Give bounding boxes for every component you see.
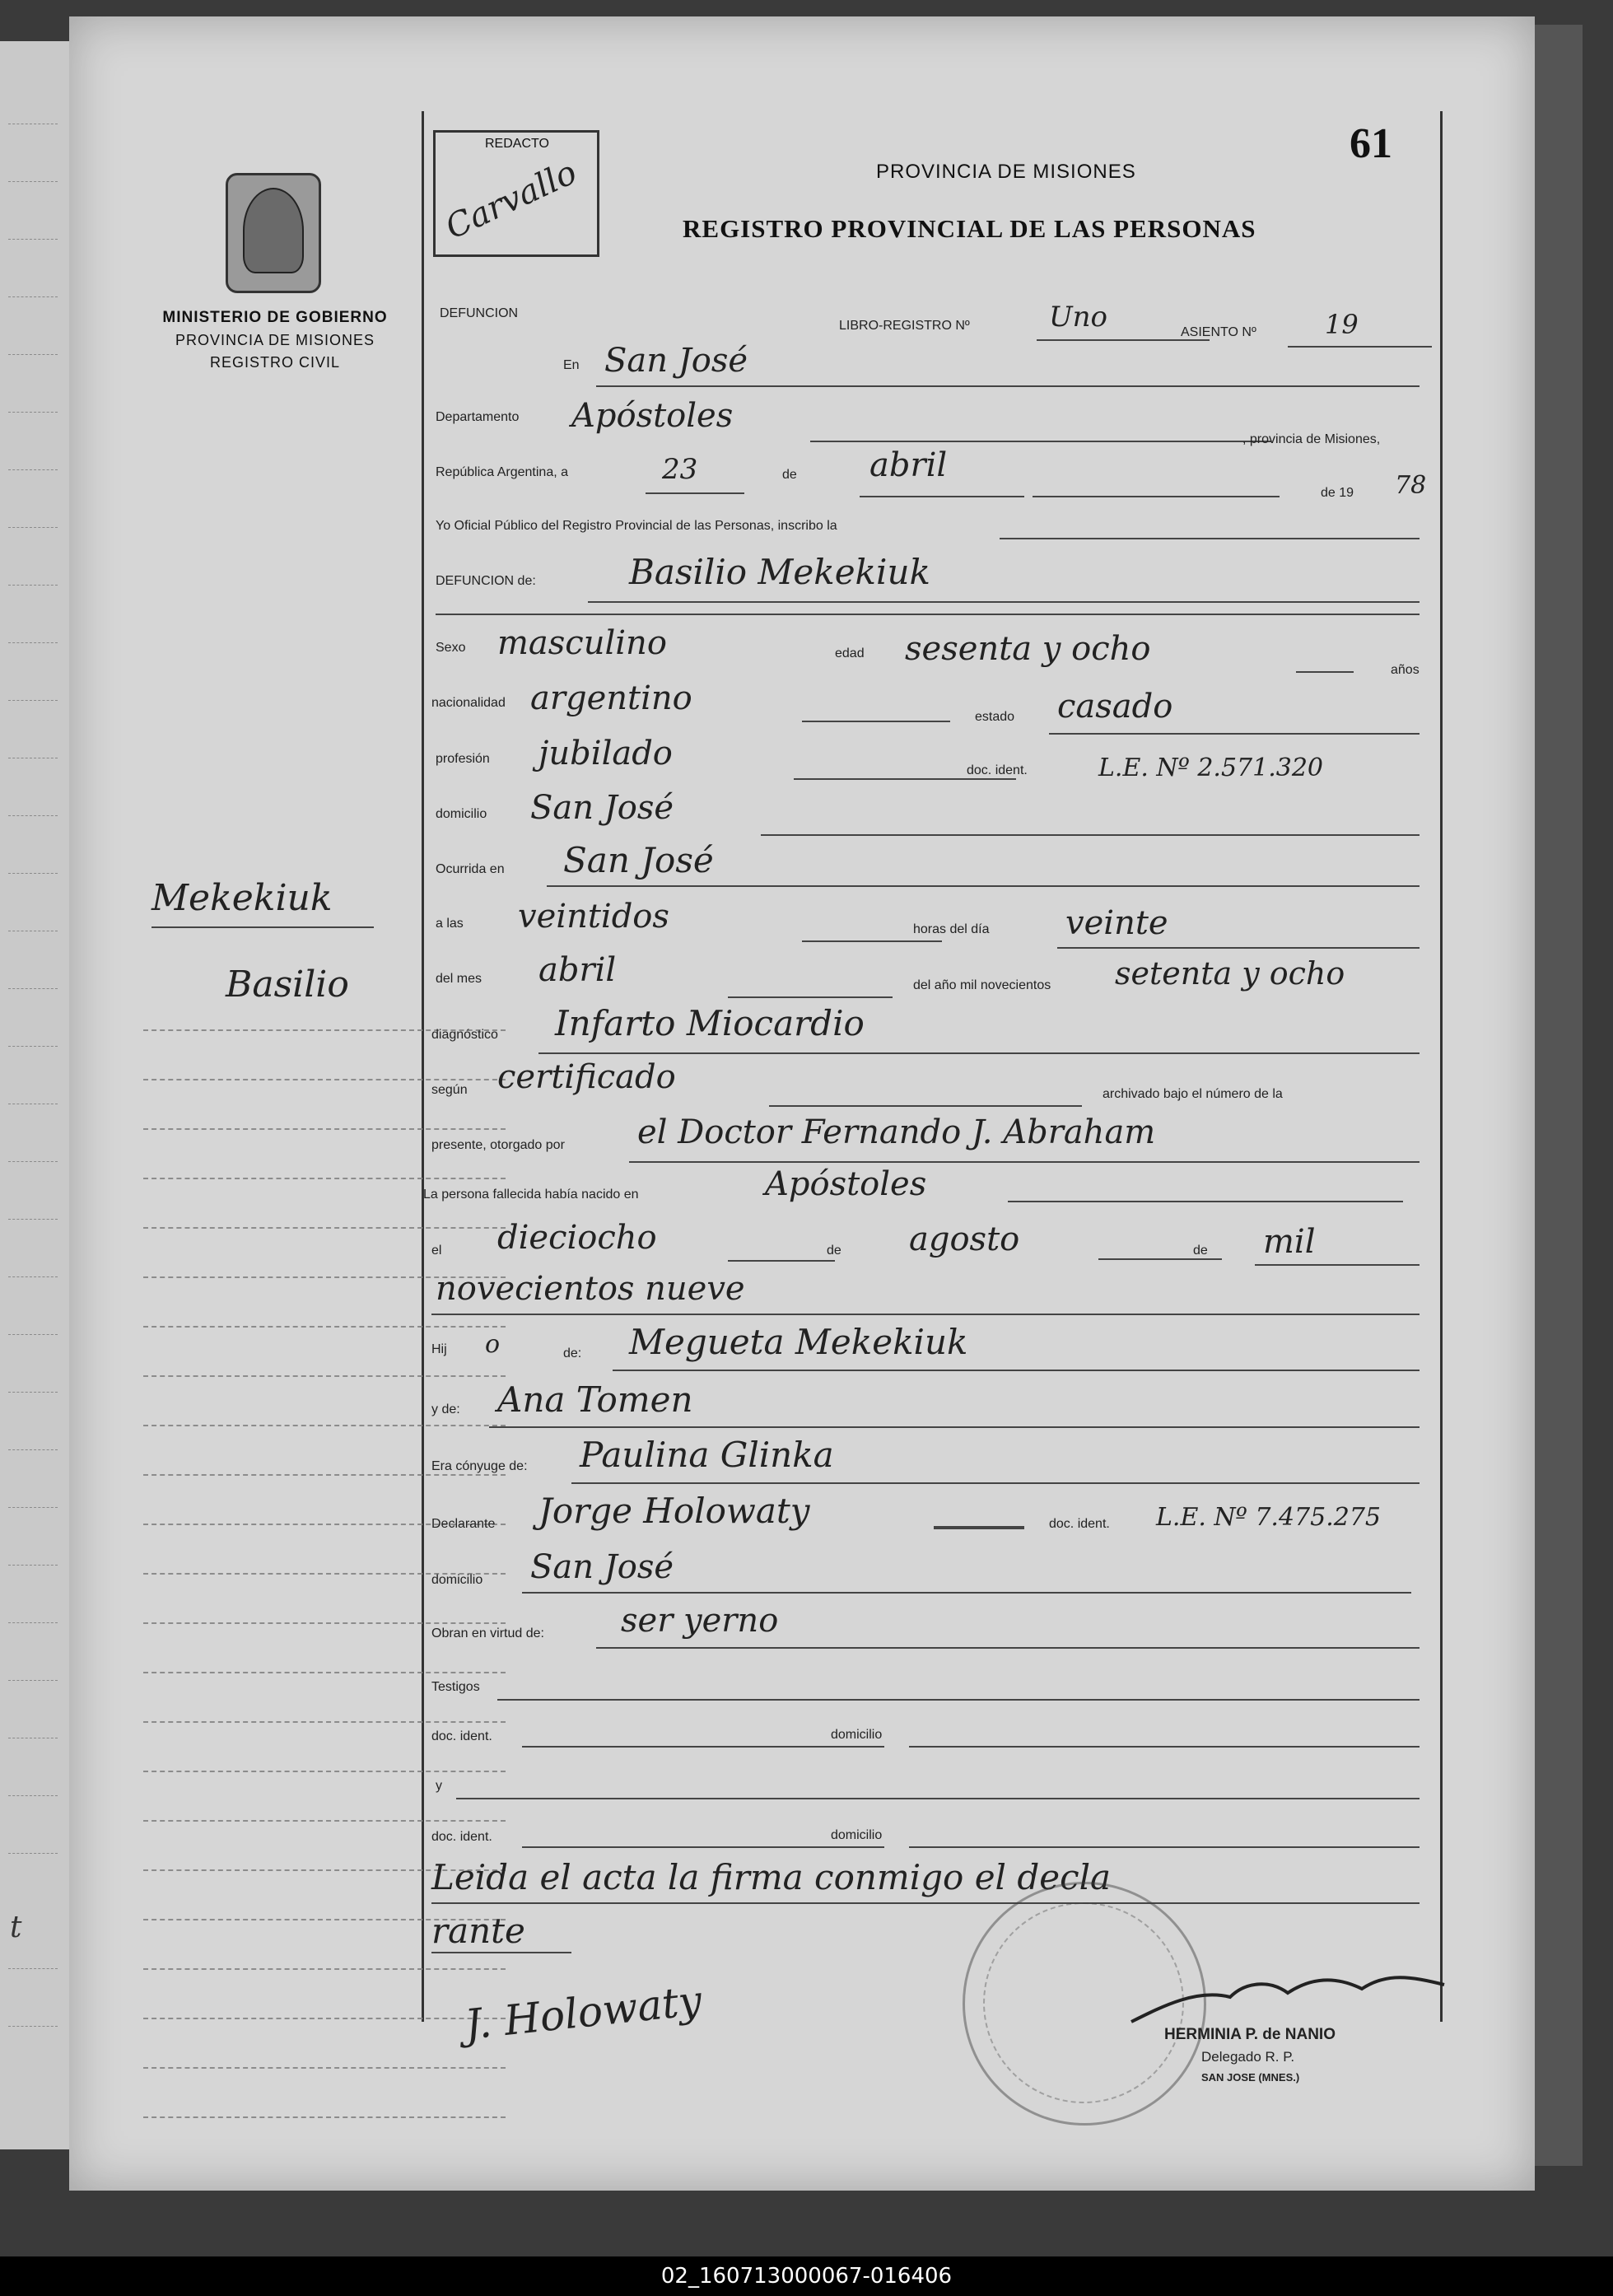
left-page: [0, 41, 69, 2149]
nacionalidad-value: argentino: [530, 679, 692, 717]
y-label: y: [436, 1779, 442, 1793]
domicilio2-value: San José: [530, 1548, 674, 1586]
doc2-label: doc. ident.: [1049, 1517, 1110, 1531]
declarant-signature: J. Holowaty: [462, 1976, 704, 2049]
obran-value: ser yerno: [621, 1602, 779, 1640]
official-place: SAN JOSE (MNES.): [1201, 2071, 1300, 2084]
en-value: San José: [604, 342, 748, 380]
closing-line1: Leida el acta la firma conmigo el decla: [431, 1857, 1112, 1897]
provincia-suffix: , provincia de Misiones,: [1242, 432, 1381, 446]
hijo-o: o: [485, 1330, 501, 1359]
domicilio2-label: domicilio: [431, 1573, 483, 1587]
domicilio-label: domicilio: [436, 807, 487, 821]
madre-value: Ana Tomen: [497, 1379, 693, 1420]
diagnostico-value: Infarto Miocardio: [555, 1003, 865, 1043]
departamento-value: Apóstoles: [571, 397, 734, 435]
yde-label: y de:: [431, 1402, 460, 1416]
horas-value: veinte: [1065, 904, 1168, 942]
margin-name: Basilio: [226, 964, 349, 1006]
doc-label: doc. ident.: [967, 763, 1028, 777]
libro-label: LIBRO-REGISTRO Nº: [839, 319, 970, 333]
archivado-label: archivado bajo el número de la: [1103, 1087, 1283, 1101]
alas-label: a las: [436, 917, 464, 931]
month-value: abril: [869, 446, 948, 484]
doc-value: L.E. Nº 2.571.320: [1098, 754, 1324, 782]
mil-value: mil: [1263, 1223, 1316, 1261]
nacionalidad-label: nacionalidad: [431, 696, 506, 710]
libro-value: Uno: [1049, 301, 1108, 334]
nacido-value: Apóstoles: [765, 1165, 927, 1203]
record-page: [69, 16, 1535, 2191]
ministry-line3: REGISTRO CIVIL: [209, 354, 341, 371]
presente-label: presente, otorgado por: [431, 1138, 565, 1152]
profesion-value: jubilado: [538, 735, 673, 772]
asiento-label: ASIENTO Nº: [1181, 325, 1256, 339]
diagnostico-label: diagnóstico: [431, 1028, 498, 1042]
official-text: Yo Oficial Público del Registro Provincial de las Personas, inscribo la: [436, 519, 837, 533]
obran-label: Obran en virtud de:: [431, 1626, 544, 1640]
page-edge: [1533, 25, 1583, 2166]
horas-label: horas del día: [913, 922, 990, 936]
header-province: PROVINCIA DE MISIONES: [876, 161, 1136, 183]
de2-label: de: [827, 1244, 841, 1258]
testigos-label: Testigos: [431, 1680, 480, 1694]
margin-surname: Mekekiuk: [152, 877, 333, 919]
official-title: Delegado R. P.: [1201, 2049, 1295, 2065]
segun-value: certificado: [497, 1058, 676, 1096]
page-number: 61: [1350, 120, 1392, 167]
redacto-signature: Carvallo: [440, 153, 583, 247]
anos-label: años: [1391, 663, 1420, 677]
act-type: DEFUNCION: [440, 306, 519, 320]
redacto-label: REDACTO: [483, 137, 552, 152]
doc2-value: L.E. Nº 7.475.275: [1156, 1503, 1382, 1532]
delmes-value: abril: [538, 951, 617, 989]
edad-label: edad: [835, 646, 865, 660]
presente-value: el Doctor Fernando J. Abraham: [637, 1113, 1156, 1151]
ocurrida-value: San José: [563, 840, 714, 880]
nacido-label: La persona fallecida había nacido en: [423, 1188, 639, 1202]
edad-value: sesenta y ocho: [905, 630, 1151, 668]
alas-value: veintidos: [518, 898, 669, 936]
domicilio4-label: domicilio: [831, 1828, 883, 1842]
mes2-value: agosto: [909, 1220, 1020, 1258]
segun-label: según: [431, 1083, 468, 1097]
hijo-label: Hij: [431, 1342, 447, 1356]
profesion-label: profesión: [436, 752, 490, 766]
declarante-label: Declarante: [431, 1517, 496, 1531]
declarante-value: Jorge Holowaty: [538, 1491, 810, 1531]
year-value: 78: [1395, 471, 1427, 500]
departamento-label: Departamento: [436, 410, 520, 424]
defuncion-de-value: Basilio Mekekiuk: [629, 552, 930, 592]
day-value: 23: [662, 453, 698, 486]
delano-label: del año mil novecientos: [913, 978, 1051, 992]
de3-label: de: [1193, 1244, 1208, 1258]
estado-value: casado: [1057, 688, 1173, 726]
ministry-block: [160, 309, 390, 371]
sexo-value: masculino: [497, 624, 667, 662]
closing-line2: rante: [431, 1911, 525, 1951]
year2-value: novecientos nueve: [436, 1270, 745, 1308]
doc4-label: doc. ident.: [431, 1830, 492, 1844]
republica-label: República Argentina, a: [436, 465, 568, 479]
conyuge-value: Paulina Glinka: [580, 1435, 834, 1475]
right-frame-line: [1440, 111, 1443, 2022]
hijo-de-label: de:: [563, 1346, 582, 1360]
ministry-line1: MINISTERIO DE GOBIERNO: [162, 309, 388, 326]
official-name: HERMINIA P. de NANIO: [1164, 2026, 1336, 2043]
asiento-value: 19: [1325, 309, 1359, 340]
el-value: dieciocho: [497, 1219, 657, 1257]
delmes-label: del mes: [436, 972, 483, 986]
left-page-mark: t: [10, 1911, 22, 1944]
en-label: En: [563, 358, 580, 372]
el-label: el: [431, 1244, 442, 1258]
conyuge-label: Era cónyuge de:: [431, 1459, 528, 1473]
coat-of-arms-icon: [226, 173, 321, 293]
sexo-label: Sexo: [436, 641, 466, 655]
domicilio-value: San José: [530, 789, 674, 827]
padre-value: Megueta Mekekiuk: [629, 1322, 968, 1362]
domicilio3-label: domicilio: [831, 1728, 883, 1742]
image-id-footer: 02_160713000067-016406: [0, 2256, 1613, 2296]
delano-value: setenta y ocho: [1115, 955, 1345, 992]
header-registry: REGISTRO PROVINCIAL DE LAS PERSONAS: [683, 214, 1256, 243]
ministry-line2: PROVINCIA DE MISIONES: [175, 332, 375, 348]
ocurrida-label: Ocurrida en: [436, 862, 505, 876]
left-frame-line: [422, 111, 424, 2022]
de-year-label: de 19: [1321, 486, 1354, 500]
estado-label: estado: [975, 710, 1015, 724]
defuncion-de-label: DEFUNCION de:: [436, 574, 536, 588]
doc3-label: doc. ident.: [431, 1729, 492, 1743]
de-label: de: [782, 468, 797, 482]
